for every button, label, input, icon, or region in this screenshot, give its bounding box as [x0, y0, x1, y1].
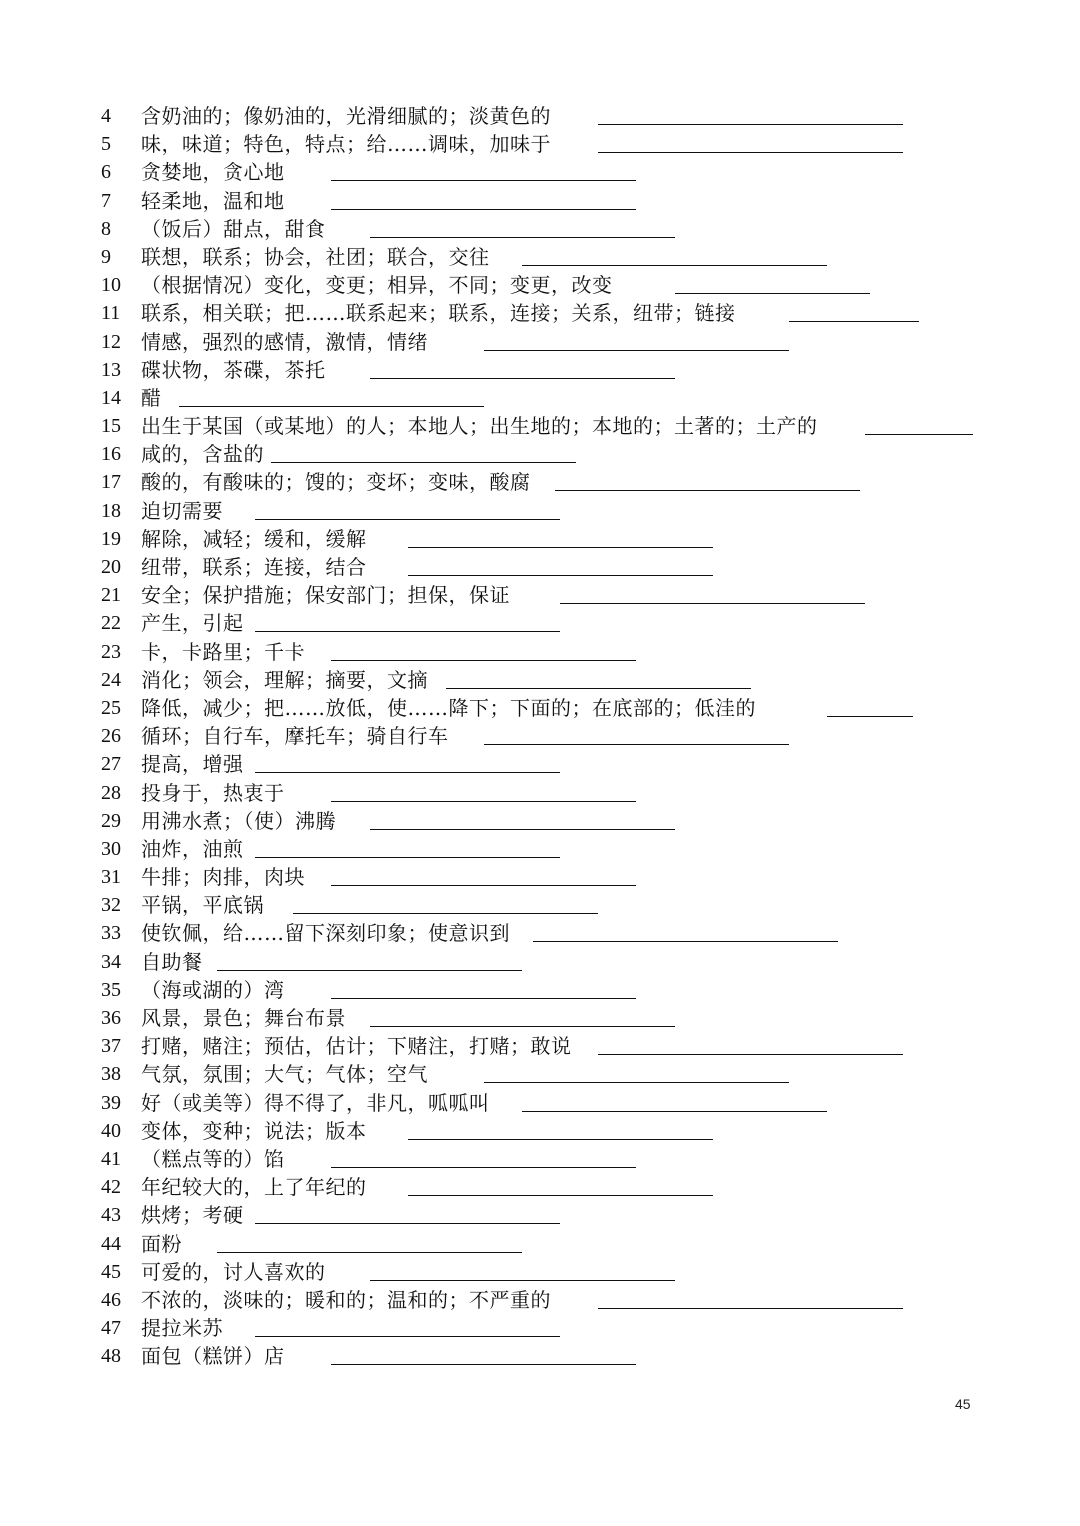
- vocab-item: [0, 638, 1080, 666]
- vocab-item: [0, 328, 1080, 356]
- item-definition: （饭后）甜点，甜食: [141, 216, 326, 241]
- item-definition: 使钦佩，给……留下深刻印象；使意识到: [141, 921, 510, 946]
- item-number: 17: [101, 471, 121, 494]
- item-definition: 投身于，热衷于: [141, 780, 285, 805]
- item-definition: 情感，强烈的感情，激情，情绪: [141, 329, 428, 354]
- answer-blank[interactable]: [255, 631, 560, 632]
- item-definition: 可爱的，讨人喜欢的: [141, 1259, 326, 1284]
- item-definition: 气氛，氛围；大气；气体；空气: [141, 1062, 428, 1087]
- item-number: 28: [101, 781, 121, 804]
- answer-blank[interactable]: [293, 913, 598, 914]
- item-definition: （海或湖的）湾: [141, 977, 285, 1002]
- item-definition: 用沸水煮；（使）沸腾: [141, 808, 336, 833]
- answer-blank[interactable]: [179, 406, 484, 407]
- item-definition: 酸的，有酸味的；馊的；变坏；变味，酸腐: [141, 470, 531, 495]
- item-definition: （根据情况）变化，变更；相异，不同；变更，改变: [141, 273, 613, 298]
- answer-blank[interactable]: [533, 941, 838, 942]
- item-definition: 面粉: [141, 1231, 182, 1256]
- item-definition: 出生于某国（或某地）的人；本地人；出生地的；本地的；土著的；土产的: [141, 414, 818, 439]
- item-definition: 牛排；肉排，肉块: [141, 865, 305, 890]
- answer-blank[interactable]: [370, 829, 675, 830]
- item-definition: 卡，卡路里；千卡: [141, 639, 305, 664]
- item-number: 10: [101, 274, 121, 297]
- item-number: 35: [101, 978, 121, 1001]
- answer-blank[interactable]: [560, 603, 865, 604]
- item-number: 24: [101, 668, 121, 691]
- item-number: 7: [101, 189, 111, 212]
- vocab-item: [0, 299, 1080, 327]
- item-definition: 纽带，联系；连接，结合: [141, 555, 367, 579]
- answer-blank[interactable]: [370, 1026, 675, 1027]
- vocab-item: [0, 863, 1080, 891]
- vocab-item: [0, 1314, 1080, 1342]
- vocab-item: [0, 440, 1080, 468]
- vocab-item: [0, 187, 1080, 215]
- item-number: 8: [101, 217, 111, 240]
- item-definition: 味，味道；特色，特点；给……调味，加味于: [141, 132, 551, 157]
- vocab-item: [0, 1004, 1080, 1032]
- item-definition: 提高，增强: [141, 752, 244, 777]
- item-definition: 变体，变种；说法；版本: [141, 1118, 367, 1143]
- item-number: 19: [101, 527, 121, 550]
- vocab-item: [0, 215, 1080, 243]
- item-number: 15: [101, 415, 121, 438]
- item-definition: 打赌，赌注；预估，估计；下赌注，打赌；敢说: [141, 1034, 572, 1059]
- vocab-item: [0, 1032, 1080, 1060]
- vocab-item: [0, 271, 1080, 299]
- answer-blank[interactable]: [217, 970, 522, 971]
- answer-blank[interactable]: [865, 434, 973, 435]
- answer-blank[interactable]: [331, 209, 636, 210]
- item-number: 11: [101, 302, 121, 325]
- item-number: 48: [101, 1345, 121, 1368]
- item-number: 45: [101, 1260, 121, 1283]
- answer-blank[interactable]: [598, 152, 903, 153]
- item-number: 14: [101, 386, 121, 409]
- item-number: 20: [101, 556, 121, 578]
- answer-blank[interactable]: [255, 772, 560, 773]
- item-definition: 风景，景色；舞台布景: [141, 1006, 346, 1030]
- answer-blank[interactable]: [331, 660, 636, 661]
- answer-blank[interactable]: [255, 519, 560, 520]
- vocab-item: [0, 1117, 1080, 1145]
- answer-blank[interactable]: [484, 1082, 789, 1083]
- vocab-item: [0, 779, 1080, 807]
- vocab-item: [0, 976, 1080, 1004]
- vocabulary-list: [0, 102, 1080, 1370]
- vocab-item: [0, 581, 1080, 609]
- item-definition: 年纪较大的，上了年纪的: [141, 1175, 367, 1200]
- answer-blank[interactable]: [484, 744, 789, 745]
- item-definition: 平锅，平底锅: [141, 893, 264, 918]
- item-definition: 消化；领会，理解；摘要，文摘: [141, 667, 428, 692]
- vocab-item: [0, 158, 1080, 186]
- item-number: 23: [101, 640, 121, 663]
- answer-blank[interactable]: [408, 575, 713, 576]
- vocab-item: [0, 1060, 1080, 1088]
- item-number: 22: [101, 612, 121, 635]
- item-definition: 油炸，油煎: [141, 836, 244, 861]
- item-number: 32: [101, 894, 121, 917]
- item-number: 43: [101, 1204, 121, 1227]
- vocab-item: [0, 891, 1080, 919]
- vocab-item: [0, 750, 1080, 778]
- item-definition: 咸的，含盐的: [141, 442, 264, 467]
- item-definition: 轻柔地，温和地: [141, 188, 285, 213]
- vocab-item: [0, 835, 1080, 863]
- vocab-item: [0, 1173, 1080, 1201]
- item-number: 13: [101, 358, 121, 381]
- item-definition: 安全；保护措施；保安部门；担保，保证: [141, 583, 510, 608]
- answer-blank[interactable]: [789, 321, 919, 322]
- item-number: 39: [101, 1091, 121, 1114]
- item-number: 27: [101, 753, 121, 776]
- item-number: 44: [101, 1232, 121, 1255]
- vocab-item: [0, 102, 1080, 130]
- answer-blank[interactable]: [255, 857, 560, 858]
- item-number: 36: [101, 1007, 121, 1029]
- vocab-item: [0, 1258, 1080, 1286]
- vocab-item: [0, 412, 1080, 440]
- vocab-item: [0, 468, 1080, 496]
- answer-blank[interactable]: [331, 998, 636, 999]
- vocab-item: [0, 722, 1080, 750]
- answer-blank[interactable]: [370, 1280, 675, 1281]
- item-definition: 面包（糕饼）店: [141, 1344, 285, 1369]
- vocab-item: [0, 1286, 1080, 1314]
- answer-blank[interactable]: [370, 378, 675, 379]
- item-number: 40: [101, 1119, 121, 1142]
- answer-blank[interactable]: [331, 180, 636, 181]
- item-number: 34: [101, 950, 121, 973]
- answer-blank[interactable]: [271, 462, 576, 463]
- item-number: 33: [101, 922, 121, 945]
- item-number: 31: [101, 866, 121, 889]
- item-definition: 降低，减少；把……放低，使……降下；下面的；在底部的；低洼的: [141, 695, 756, 720]
- item-number: 25: [101, 696, 121, 719]
- vocab-item: [0, 243, 1080, 271]
- item-definition: 解除，减轻；缓和，缓解: [141, 526, 367, 551]
- item-number: 47: [101, 1317, 121, 1340]
- answer-blank[interactable]: [446, 688, 751, 689]
- answer-blank[interactable]: [331, 801, 636, 802]
- item-number: 30: [101, 837, 121, 860]
- vocab-item: [0, 1201, 1080, 1229]
- item-definition: 含奶油的；像奶油的，光滑细腻的；淡黄色的: [141, 104, 551, 128]
- item-definition: 循环；自行车，摩托车；骑自行车: [141, 724, 449, 749]
- answer-blank[interactable]: [217, 1252, 522, 1253]
- item-number: 41: [101, 1147, 121, 1170]
- item-number: 46: [101, 1288, 121, 1311]
- item-number: 4: [101, 105, 111, 127]
- vocab-item: [0, 948, 1080, 976]
- answer-blank[interactable]: [331, 885, 636, 886]
- vocab-item: [0, 807, 1080, 835]
- answer-blank[interactable]: [522, 1111, 827, 1112]
- item-number: 12: [101, 330, 121, 353]
- item-definition: 不浓的，淡味的；暖和的；温和的；不严重的: [141, 1287, 551, 1312]
- answer-blank[interactable]: [827, 716, 913, 717]
- item-definition: 联想，联系；协会，社团；联合，交往: [141, 244, 490, 269]
- item-number: 21: [101, 584, 121, 607]
- answer-blank[interactable]: [598, 1054, 903, 1055]
- answer-blank[interactable]: [555, 490, 860, 491]
- answer-blank[interactable]: [331, 1167, 636, 1168]
- answer-blank[interactable]: [522, 265, 827, 266]
- item-definition: （糕点等的）馅: [141, 1146, 285, 1171]
- item-definition: 产生，引起: [141, 611, 244, 636]
- item-definition: 迫切需要: [141, 498, 223, 523]
- vocab-item: [0, 609, 1080, 637]
- vocab-item: [0, 356, 1080, 384]
- item-number: 18: [101, 499, 121, 522]
- answer-blank[interactable]: [484, 350, 789, 351]
- answer-blank[interactable]: [255, 1336, 560, 1337]
- vocab-item: [0, 1230, 1080, 1258]
- vocab-item: [0, 384, 1080, 412]
- item-number: 38: [101, 1063, 121, 1086]
- item-definition: 碟状物，茶碟，茶托: [141, 357, 326, 382]
- answer-blank[interactable]: [370, 237, 675, 238]
- item-definition: 联系，相关联；把……联系起来；联系，连接；关系，纽带；链接: [141, 301, 736, 326]
- vocab-item: [0, 525, 1080, 553]
- vocab-item: [0, 1145, 1080, 1173]
- vocab-item: [0, 666, 1080, 694]
- page-number: 45: [955, 1396, 971, 1412]
- item-number: 37: [101, 1035, 121, 1058]
- item-number: 29: [101, 809, 121, 832]
- item-definition: 烘烤；考硬: [141, 1203, 244, 1228]
- item-number: 6: [101, 161, 111, 184]
- vocab-item: [0, 1342, 1080, 1370]
- item-definition: 贪婪地，贪心地: [141, 160, 285, 185]
- answer-blank[interactable]: [331, 1364, 636, 1365]
- answer-blank[interactable]: [598, 124, 903, 125]
- vocab-item: [0, 919, 1080, 947]
- item-definition: 醋: [141, 385, 162, 410]
- answer-blank[interactable]: [408, 1195, 713, 1196]
- answer-blank[interactable]: [675, 293, 870, 294]
- answer-blank[interactable]: [408, 1139, 713, 1140]
- item-definition: 好（或美等）得不得了，非凡，呱呱叫: [141, 1090, 490, 1115]
- vocab-item: [0, 1089, 1080, 1117]
- vocab-item: [0, 553, 1080, 581]
- answer-blank[interactable]: [598, 1308, 903, 1309]
- item-number: 42: [101, 1176, 121, 1199]
- answer-blank[interactable]: [255, 1223, 560, 1224]
- vocab-item: [0, 497, 1080, 525]
- item-number: 26: [101, 725, 121, 748]
- answer-blank[interactable]: [408, 547, 713, 548]
- item-definition: 自助餐: [141, 949, 203, 974]
- item-number: 9: [101, 245, 111, 268]
- vocab-item: [0, 130, 1080, 158]
- vocab-item: [0, 694, 1080, 722]
- item-definition: 提拉米苏: [141, 1316, 223, 1341]
- item-number: 5: [101, 133, 111, 156]
- item-number: 16: [101, 443, 121, 466]
